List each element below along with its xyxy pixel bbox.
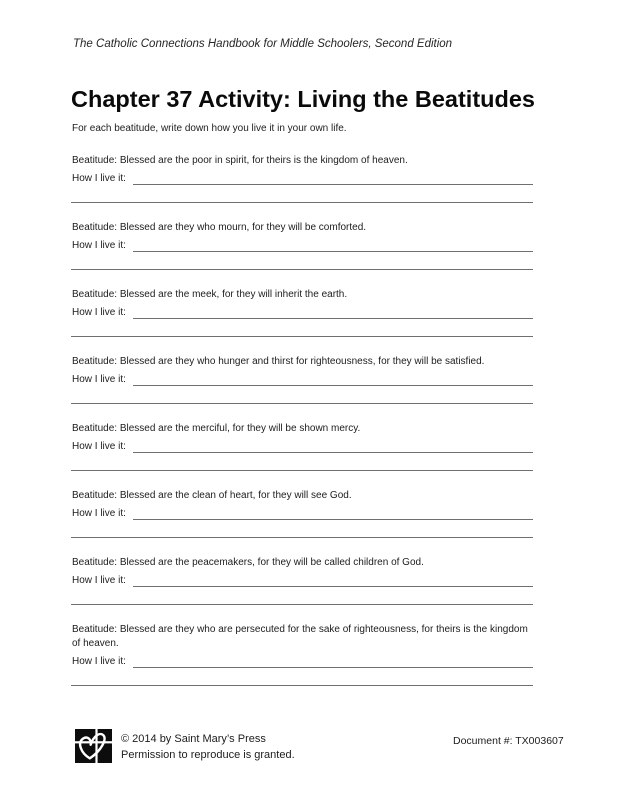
permission-text: Permission to reproduce is granted. bbox=[121, 749, 295, 761]
beatitude-text: Beatitude: Blessed are the merciful, for they will be shown mercy. bbox=[72, 423, 361, 434]
how-i-live-it-label: How I live it: bbox=[72, 374, 126, 385]
beatitude-sections bbox=[71, 154, 533, 686]
beatitude-text: Beatitude: Blessed are they who are persecuted for the sake of righteousness, for theirs is the kingdom of heaven. bbox=[72, 624, 528, 649]
how-i-live-it-label: How I live it: bbox=[72, 240, 126, 251]
answer-line-2 bbox=[71, 453, 533, 471]
how-i-live-it-row bbox=[71, 304, 533, 319]
saint-marys-press-logo bbox=[75, 729, 112, 763]
beatitude-text: Beatitude: Blessed are the peacemakers, for they will be called children of God. bbox=[72, 557, 424, 568]
answer-line-1 bbox=[133, 169, 533, 185]
beatitude-section bbox=[71, 355, 533, 404]
beatitude-section bbox=[71, 288, 533, 337]
answer-line-1 bbox=[133, 236, 533, 252]
how-i-live-it-label: How I live it: bbox=[72, 575, 126, 586]
beatitude-text: Beatitude: Blessed are the meek, for they will inherit the earth. bbox=[72, 289, 348, 300]
answer-line-2 bbox=[71, 319, 533, 337]
answer-line-1 bbox=[133, 504, 533, 520]
beatitude-section bbox=[71, 556, 533, 605]
how-i-live-it-row bbox=[71, 170, 533, 185]
answer-line-1 bbox=[133, 303, 533, 319]
page-content bbox=[71, 0, 533, 704]
how-i-live-it-row bbox=[71, 438, 533, 453]
answer-line-2 bbox=[71, 520, 533, 538]
page-title: Chapter 37 Activity: Living the Beatitudes bbox=[71, 86, 535, 112]
how-i-live-it-label: How I live it: bbox=[72, 508, 126, 519]
answer-line-2 bbox=[71, 587, 533, 605]
beatitude-section bbox=[71, 489, 533, 538]
answer-line-1 bbox=[133, 652, 533, 668]
copyright-text: © 2014 by Saint Mary’s Press bbox=[121, 733, 266, 745]
document-number: Document #: TX003607 bbox=[453, 735, 564, 747]
how-i-live-it-row bbox=[71, 572, 533, 587]
how-i-live-it-label: How I live it: bbox=[72, 441, 126, 452]
answer-line-2 bbox=[71, 386, 533, 404]
how-i-live-it-row bbox=[71, 505, 533, 520]
how-i-live-it-label: How I live it: bbox=[72, 307, 126, 318]
cross-vertical-bar bbox=[95, 728, 97, 764]
footer-text bbox=[121, 729, 295, 763]
answer-line-2 bbox=[71, 668, 533, 686]
how-i-live-it-row bbox=[71, 237, 533, 252]
beatitude-section bbox=[71, 422, 533, 471]
answer-line-1 bbox=[133, 437, 533, 453]
book-title-header: The Catholic Connections Handbook for Middle Schoolers, Second Edition bbox=[73, 38, 453, 50]
beatitude-text: Beatitude: Blessed are the clean of heart, for they will see God. bbox=[72, 490, 352, 501]
answer-line-1 bbox=[133, 370, 533, 386]
beatitude-section bbox=[71, 221, 533, 270]
answer-line-1 bbox=[133, 571, 533, 587]
how-i-live-it-row bbox=[71, 371, 533, 386]
answer-line-2 bbox=[71, 185, 533, 203]
instructions-text: For each beatitude, write down how you live it in your own life. bbox=[72, 123, 347, 134]
answer-line-2 bbox=[71, 252, 533, 270]
how-i-live-it-label: How I live it: bbox=[72, 656, 126, 667]
beatitude-text: Beatitude: Blessed are they who mourn, for they will be comforted. bbox=[72, 222, 367, 233]
beatitude-text: Beatitude: Blessed are they who hunger and thirst for righteousness, for they will be satisfied. bbox=[72, 356, 485, 367]
footer bbox=[75, 729, 295, 763]
beatitude-section bbox=[71, 623, 533, 686]
how-i-live-it-label: How I live it: bbox=[72, 173, 126, 184]
how-i-live-it-row bbox=[71, 653, 533, 668]
beatitude-text: Beatitude: Blessed are the poor in spirit, for theirs is the kingdom of heaven. bbox=[72, 155, 408, 166]
beatitude-section bbox=[71, 154, 533, 203]
